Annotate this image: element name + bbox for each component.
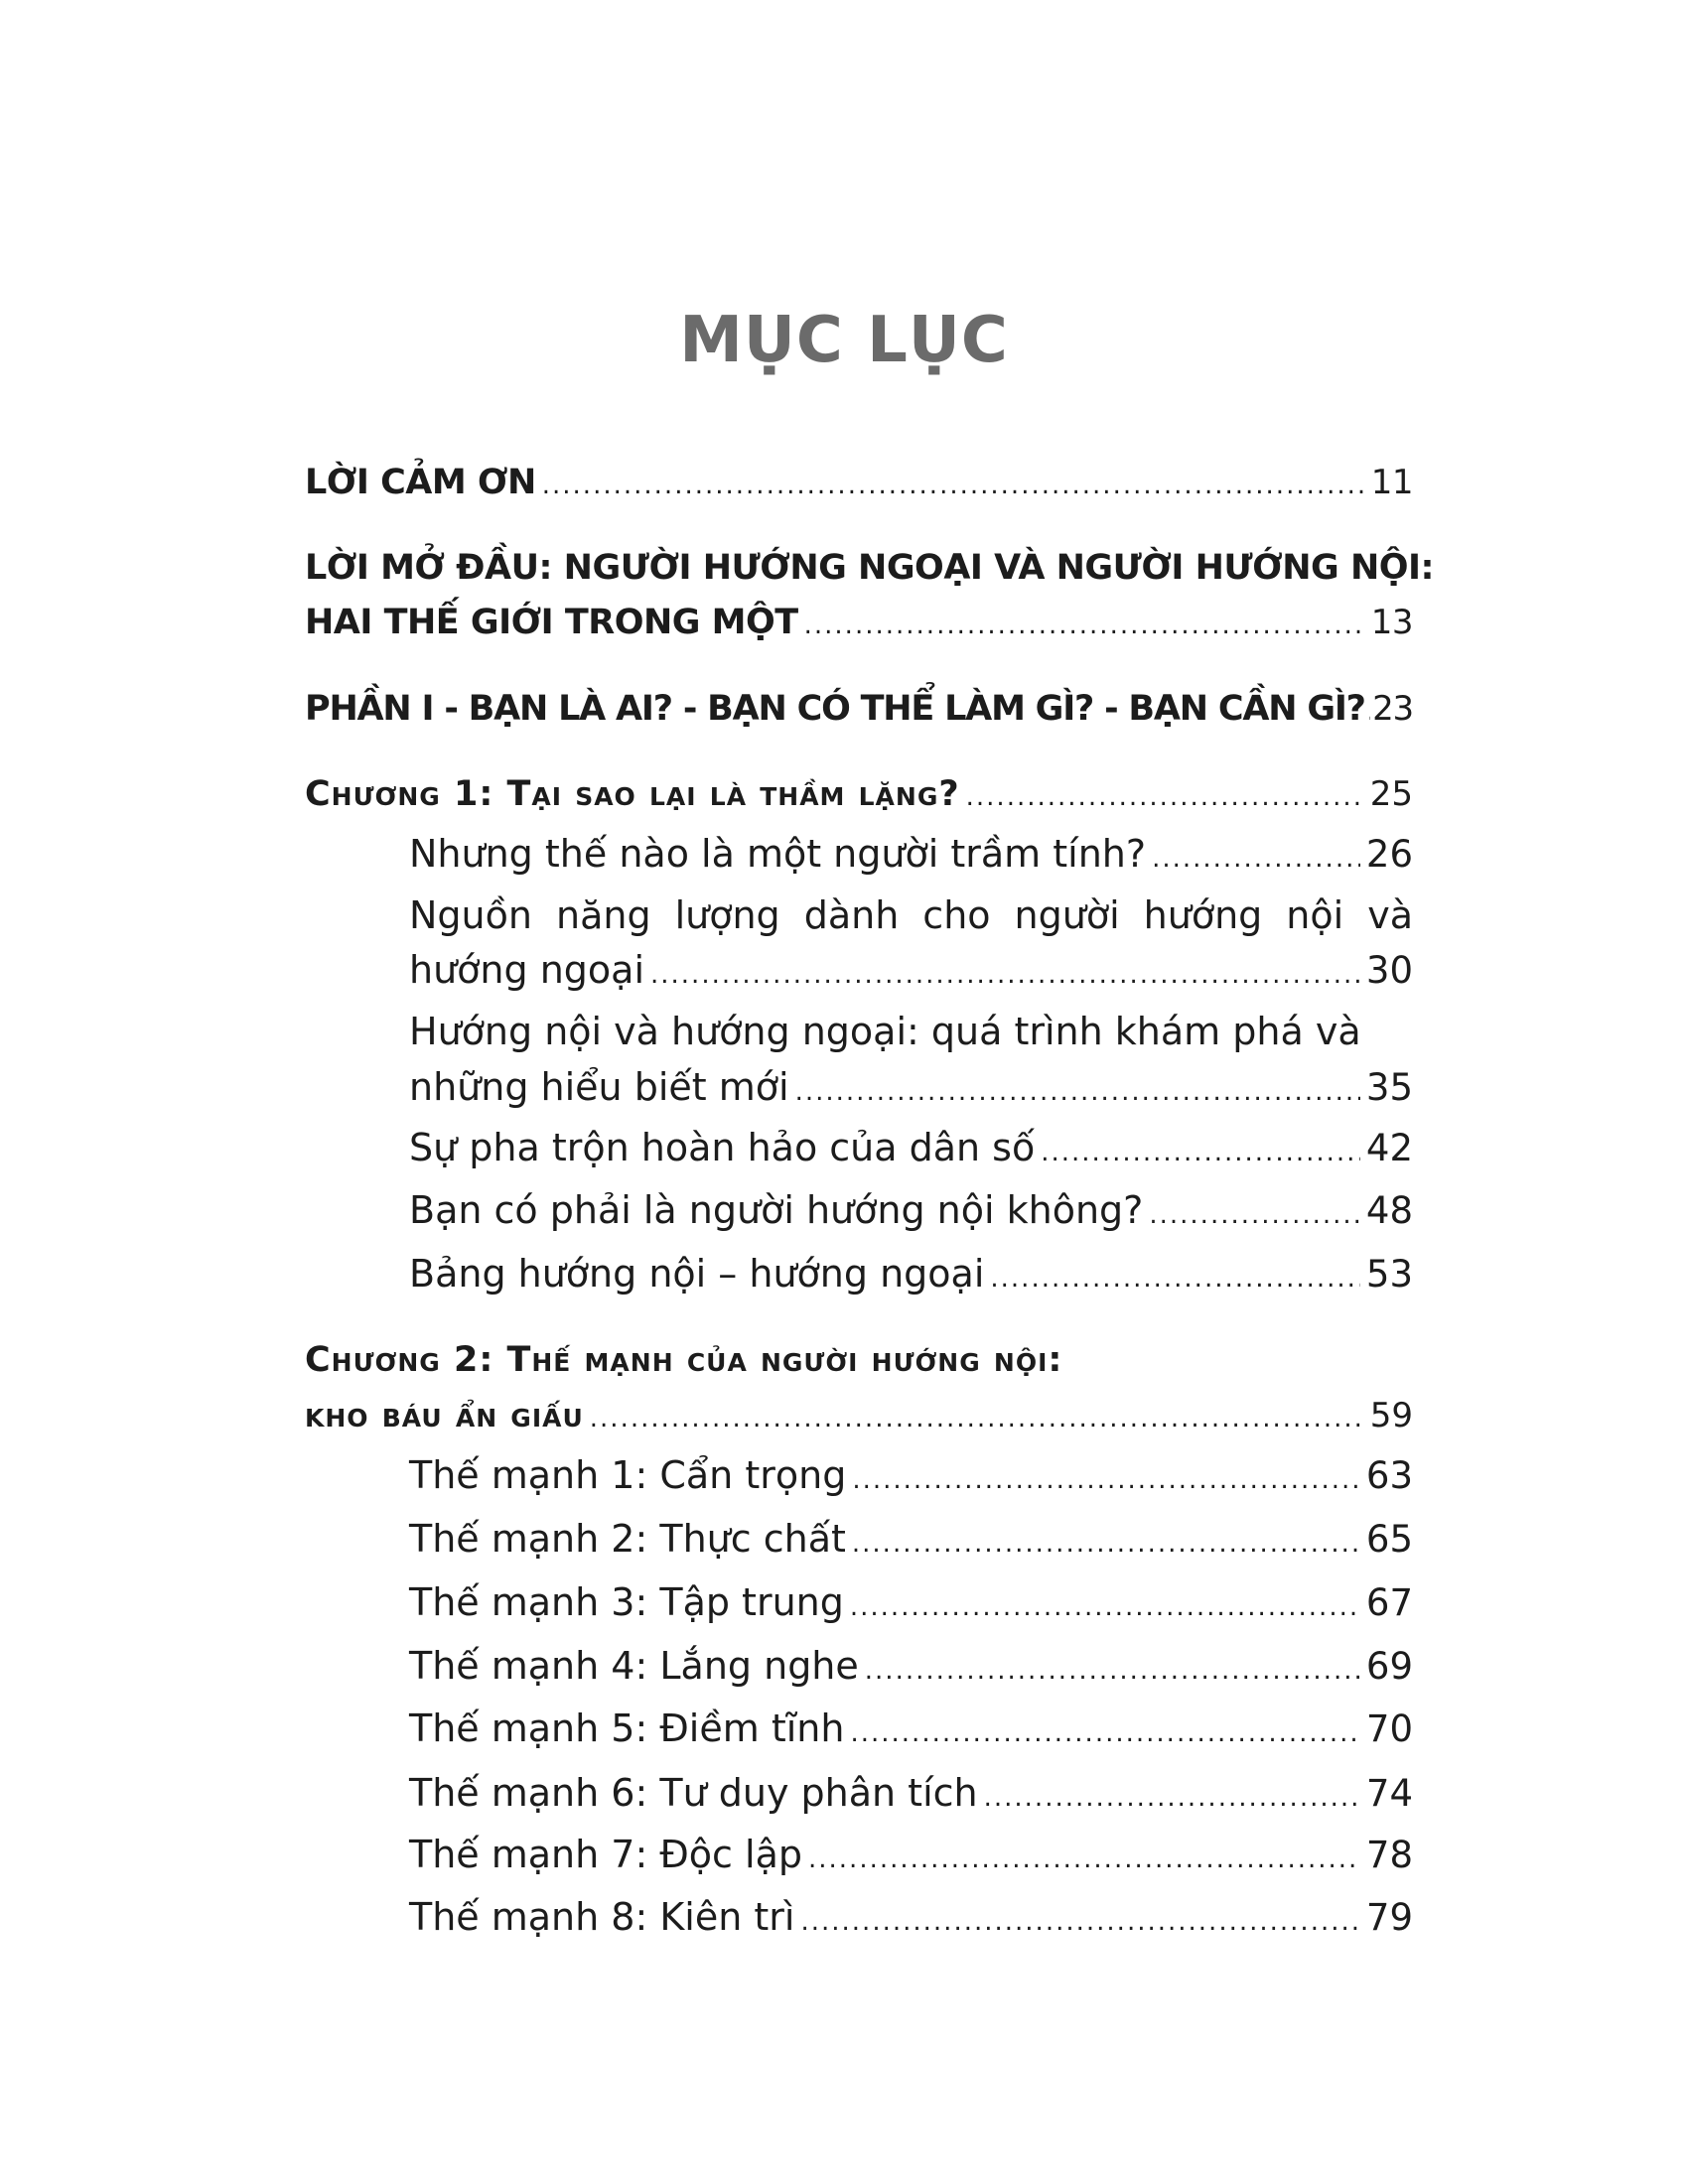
toc-entry-label: Nhưng thế nào là một người trầm tính? <box>409 832 1147 876</box>
toc-entry-loi-cam-on[interactable] <box>305 459 1413 509</box>
dot-leader <box>850 1706 1359 1760</box>
dot-leader <box>1149 1188 1360 1242</box>
toc-page-number: 13 <box>1370 603 1413 642</box>
toc-page-number: 65 <box>1365 1518 1413 1561</box>
toc-page-number: 59 <box>1369 1396 1413 1435</box>
toc-entry-label: Chương 2: Thế mạnh của người hướng nội: <box>305 1340 1063 1380</box>
toc-subentry[interactable] <box>409 827 1413 886</box>
dot-leader <box>590 1395 1364 1442</box>
dot-leader <box>1041 1126 1360 1179</box>
dot-leader <box>984 1771 1360 1825</box>
toc-entry-loi-mo-dau[interactable] <box>305 599 1413 649</box>
toc-entry-loi-mo-dau-line1[interactable] <box>305 544 1435 592</box>
toc-subentry[interactable] <box>409 1890 1413 1949</box>
dot-leader <box>650 948 1360 1002</box>
toc-page-number: 79 <box>1365 1896 1413 1939</box>
dot-leader <box>850 1580 1360 1634</box>
toc-entry-chuong-1[interactable] <box>305 770 1413 821</box>
toc-page-number: 25 <box>1369 774 1413 814</box>
toc-entry-label: HAI THẾ GIỚI TRONG MỘT <box>305 603 798 642</box>
toc-subentry[interactable] <box>409 1702 1413 1760</box>
dot-leader <box>852 1517 1360 1570</box>
toc-entry-label: Bảng hướng nội – hướng ngoại <box>409 1252 985 1296</box>
page-title: MỤC LỤC <box>679 304 1009 377</box>
toc-entry-chuong-2[interactable] <box>305 1392 1413 1442</box>
toc-entry-label: Thế mạnh 3: Tập trung <box>409 1580 844 1624</box>
dot-leader <box>865 1644 1360 1698</box>
toc-entry-label: những hiểu biết mới <box>409 1065 789 1109</box>
toc-subentry[interactable] <box>409 1247 1413 1305</box>
toc-subentry[interactable] <box>409 1060 1413 1119</box>
dot-leader <box>966 773 1364 821</box>
toc-subentry[interactable] <box>409 1121 1413 1179</box>
dot-leader <box>1152 832 1360 886</box>
toc-subentry[interactable] <box>409 1512 1413 1570</box>
toc-page-number: 78 <box>1365 1834 1413 1876</box>
dot-leader <box>804 602 1365 649</box>
toc-page-number: 70 <box>1365 1707 1413 1750</box>
toc-page-number: 11 <box>1370 463 1413 502</box>
toc-entry-chuong-2-line1[interactable] <box>305 1336 1413 1384</box>
toc-entry-label: Thế mạnh 1: Cẩn trọng <box>409 1453 847 1497</box>
toc-entry-label: Hướng nội và hướng ngoại: quá trình khám phá và <box>409 1010 1361 1053</box>
toc-entry-label: Sự pha trộn hoàn hảo của dân số <box>409 1126 1036 1169</box>
toc-entry-label: Bạn có phải là người hướng nội không? <box>409 1188 1144 1232</box>
toc-subentry[interactable] <box>409 1828 1413 1886</box>
toc-subentry-line1[interactable] <box>409 888 1413 942</box>
toc-page-number: 74 <box>1365 1772 1413 1815</box>
toc-entry-label: Thế mạnh 5: Điềm tĩnh <box>409 1706 845 1750</box>
dot-leader <box>1367 688 1370 736</box>
toc-page-number: 42 <box>1365 1127 1413 1169</box>
dot-leader <box>990 1252 1360 1305</box>
dot-leader <box>800 1895 1359 1949</box>
toc-page-number: 53 <box>1365 1253 1413 1296</box>
toc-page-number: 26 <box>1365 833 1413 876</box>
toc-entry-label: LỜI CẢM ƠN <box>305 463 536 502</box>
toc-entry-label: LỜI MỞ ĐẦU: NGƯỜI HƯỚNG NGOẠI VÀ NGƯỜI HƯỚNG NỘI: <box>305 548 1435 588</box>
toc-page-number: 63 <box>1365 1454 1413 1497</box>
toc-subentry[interactable] <box>409 1639 1413 1698</box>
toc-entry-label: hướng ngoại <box>409 948 644 992</box>
toc-entry-label: kho báu ẩn giấu <box>305 1396 584 1435</box>
toc-page-number: 48 <box>1365 1189 1413 1232</box>
toc-entry-phan-1[interactable] <box>305 685 1413 736</box>
toc-entry-label: Thế mạnh 7: Độc lập <box>409 1833 802 1876</box>
toc-subentry[interactable] <box>409 943 1413 1002</box>
dot-leader <box>795 1065 1360 1119</box>
dot-leader <box>808 1833 1360 1886</box>
dot-leader <box>542 462 1365 509</box>
toc-subentry[interactable] <box>409 1183 1413 1242</box>
toc-page-number: 23 <box>1372 689 1413 729</box>
toc-subentry[interactable] <box>409 1575 1413 1634</box>
toc-page-number: 67 <box>1365 1581 1413 1624</box>
toc-entry-label: Thế mạnh 2: Thực chất <box>409 1517 846 1561</box>
toc-page-number: 35 <box>1365 1066 1413 1109</box>
toc-entry-label: Nguồn năng lượng dành cho người hướng nội và <box>409 893 1413 937</box>
toc-subentry-line1[interactable] <box>409 1005 1413 1058</box>
toc-page-number: 30 <box>1365 949 1413 992</box>
toc-entry-label: Thế mạnh 8: Kiên trì <box>409 1895 795 1939</box>
toc-entry-label: Thế mạnh 4: Lắng nghe <box>409 1644 859 1688</box>
toc-subentry[interactable] <box>409 1766 1413 1825</box>
toc-entry-label: Thế mạnh 6: Tư duy phân tích <box>409 1771 978 1815</box>
dot-leader <box>852 1453 1360 1507</box>
toc-page-number: 69 <box>1365 1645 1413 1688</box>
toc-subentry[interactable] <box>409 1448 1413 1507</box>
toc-entry-label: Chương 1: Tại sao lại là thầm lặng? <box>305 774 960 814</box>
toc-entry-label: PHẦN I - BẠN LÀ AI? - BẠN CÓ THỂ LÀM GÌ? - BẠN CẦN GÌ? <box>305 689 1365 729</box>
